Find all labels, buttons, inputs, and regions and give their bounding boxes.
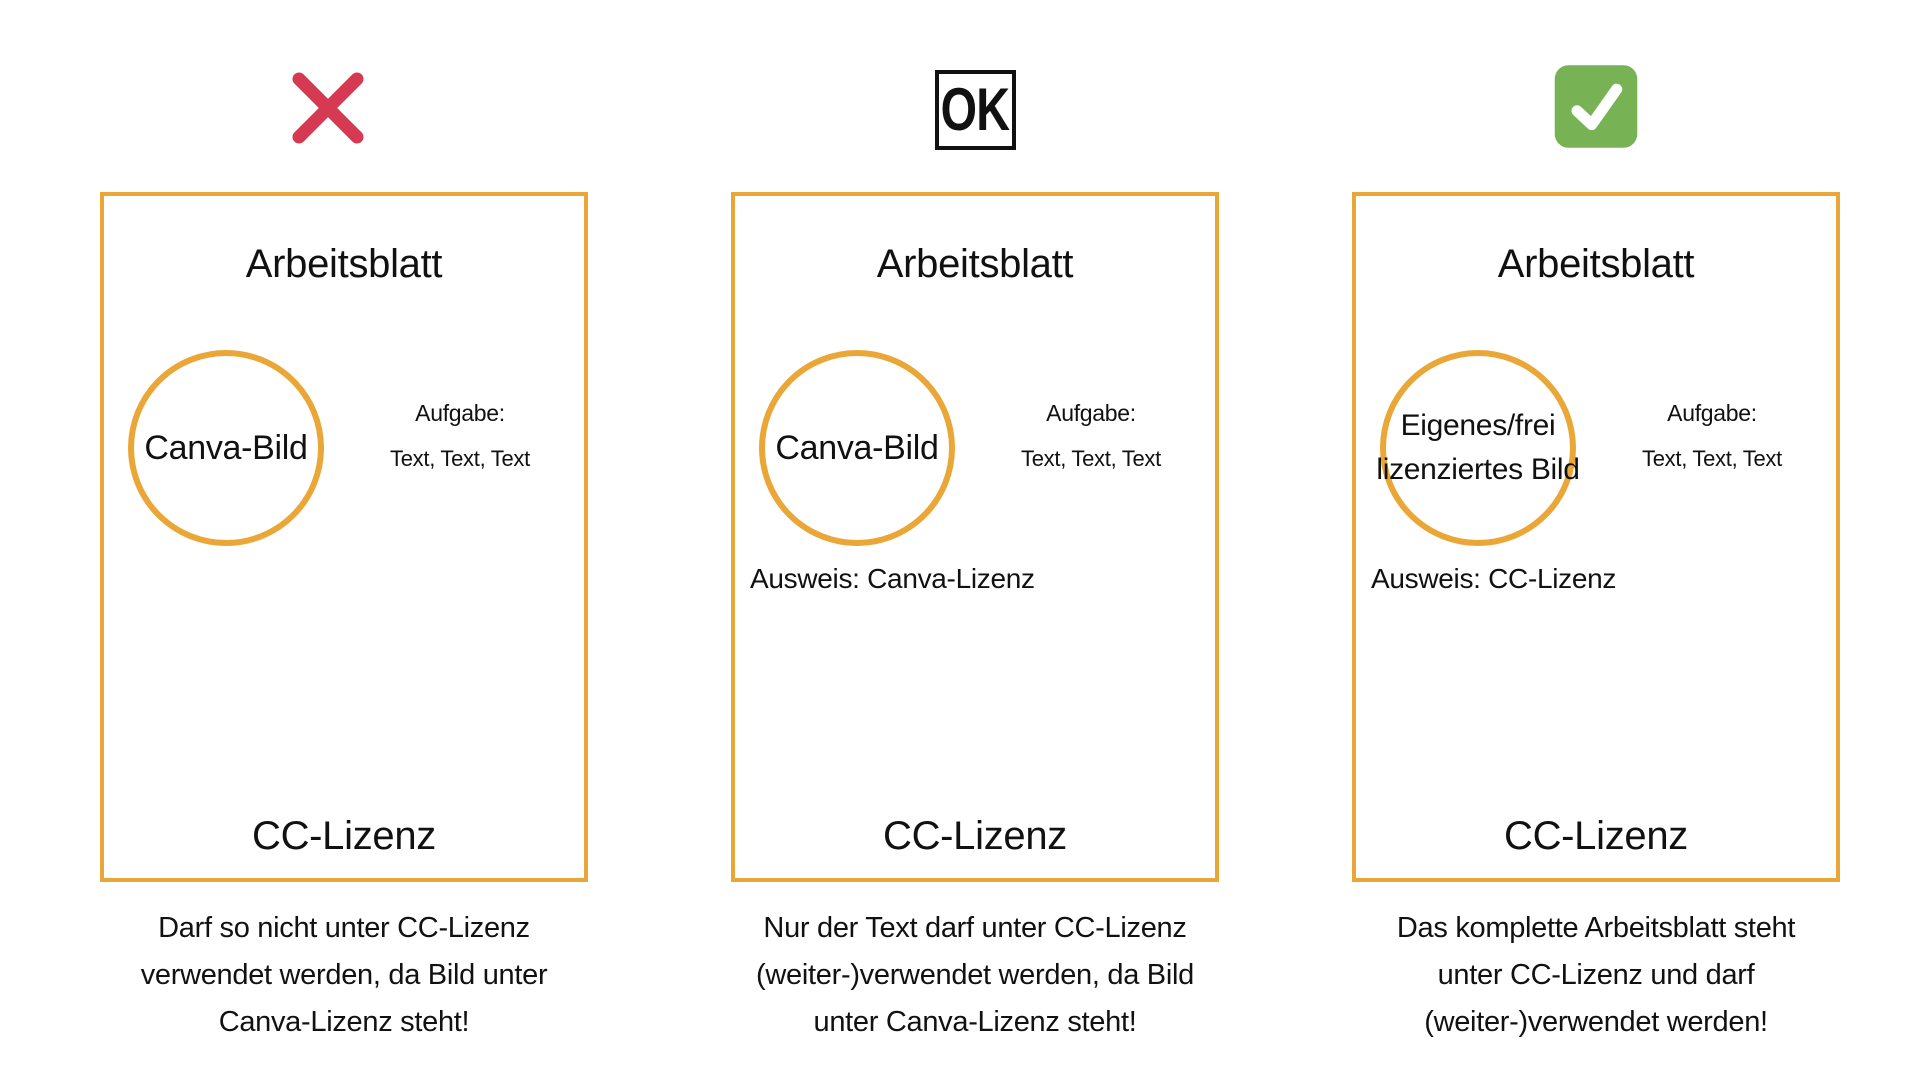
caption: [711, 905, 1239, 1046]
check-icon: [1352, 60, 1840, 150]
license-label: CC-Lizenz: [1503, 814, 1689, 858]
caption-line: unter CC-Lizenz und darf: [1437, 959, 1755, 991]
caption-line: Nur der Text darf unter CC-Lizenz: [763, 912, 1187, 944]
worksheet-card: [100, 192, 588, 882]
image-label: Canva-Bild: [775, 428, 939, 467]
caption-line: verwendet werden, da Bild unter: [140, 959, 548, 991]
image-label: Canva-Bild: [144, 428, 308, 467]
ok-badge-label: OK: [940, 76, 1010, 143]
caption-line: (weiter-)verwendet werden!: [1424, 1006, 1768, 1038]
caption: [1332, 905, 1860, 1046]
caption-line: Darf so nicht unter CC-Lizenz: [158, 912, 530, 944]
task-text: Text, Text, Text: [1021, 446, 1161, 471]
worksheet-card: [731, 192, 1219, 882]
column-not-allowed: [100, 0, 588, 1080]
task-text: Text, Text, Text: [390, 446, 530, 471]
task-label: Aufgabe:: [415, 400, 505, 426]
image-label: lizenziertes Bild: [1376, 453, 1580, 486]
worksheet-card: [1352, 192, 1840, 882]
caption-line: Canva-Lizenz steht!: [218, 1006, 470, 1038]
license-label: CC-Lizenz: [882, 814, 1068, 858]
credit-line: Ausweis: Canva-Lizenz: [750, 563, 1035, 594]
column-partially-ok: [731, 0, 1219, 1080]
worksheet-title: Arbeitsblatt: [1497, 242, 1695, 286]
worksheet-title: Arbeitsblatt: [245, 242, 443, 286]
caption: [80, 905, 608, 1046]
caption-line: unter Canva-Lizenz steht!: [813, 1006, 1137, 1038]
column-allowed: [1352, 0, 1840, 1080]
credit-line: Ausweis: CC-Lizenz: [1371, 563, 1617, 594]
license-label: CC-Lizenz: [251, 814, 437, 858]
caption-line: (weiter-)verwendet werden, da Bild: [756, 959, 1194, 991]
task-label: Aufgabe:: [1046, 400, 1136, 426]
image-label: Eigenes/frei: [1400, 409, 1556, 442]
worksheet-title: Arbeitsblatt: [876, 242, 1074, 286]
caption-line: Das komplette Arbeitsblatt steht: [1396, 912, 1796, 944]
task-label: Aufgabe:: [1667, 400, 1757, 426]
image-placeholder-circle: [759, 350, 955, 546]
cross-icon: [84, 60, 572, 156]
image-placeholder-circle: [1376, 350, 1580, 546]
image-placeholder-circle: [128, 350, 324, 546]
task-text: Text, Text, Text: [1642, 446, 1782, 471]
ok-badge: [731, 60, 1219, 150]
